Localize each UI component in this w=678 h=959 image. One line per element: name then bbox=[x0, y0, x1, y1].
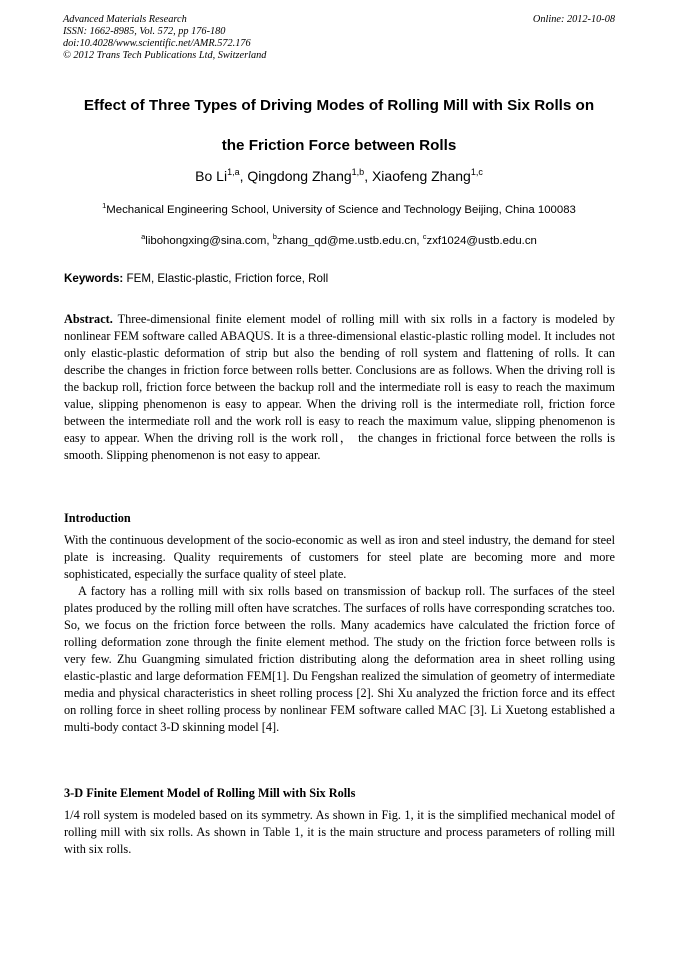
doi-line: doi:10.4028/www.scientific.net/AMR.572.176 bbox=[63, 38, 251, 49]
abstract bbox=[64, 311, 615, 464]
keywords-text: FEM, Elastic-plastic, Friction force, Roll bbox=[123, 272, 329, 285]
affiliation-text: Mechanical Engineering School, University of Science and Technology Beijing, China 100083 bbox=[106, 204, 576, 216]
keywords bbox=[64, 272, 616, 285]
fem-model-heading: 3-D Finite Element Model of Rolling Mill with Six Rolls bbox=[64, 786, 356, 800]
online-date: Online: 2012-10-08 bbox=[532, 14, 615, 25]
abstract-text: Three-dimensional finite element model of rolling mill with six rolls in a factory is modeled by nonlinear FEM software called ABAQUS. It is a three-dimensional elastic-plastic rolling model. It includes not only elastic-plastic deformation of strip but also the bending of roll system and flattening of rolls. It can describe the changes in friction force between rolls better. Conclusions are as follows. When the driving roll is the backup roll, friction force between the backup roll and the intermediate roll is easy to reach the maximum value, slipping phenomenon is easy to appear. When the driving roll is the intermediate roll, friction force between the intermediate roll and the work roll is easy to reach the maximum value, slipping phenomenon is easy to appear. When the driving roll is the work roll， the changes in frictional force between the rolls is smooth. Slipping phenomenon is not easy to appear. bbox=[64, 312, 615, 462]
paragraph-text: A factory has a rolling mill with six rolls based on transmission of backup roll. The surfaces of the steel plates produced by the rolling mill often have scratches. The surfaces of rolls have corresponding scratches too. So, we focus on the friction force between the rolls. Many academics have calculated the friction force of rolling deformation zone through the finite element method. The study on the friction force between rolls is very few. Zhu Guangming simulated friction distributing along the deformation area in sheet rolling using elastic-plastic and large deformation FEM[1]. Du Fengshan realized the simulation of geometry of intermediate media and physical characteristics in sheet rolling process [2]. Shi Xu analyzed the friction force and its effect on rolling force in sheet rolling process by nonlinear FEM software called MAC [3]. Li Xuetong established a multi-body contact 3-D skinning model [4]. bbox=[64, 584, 615, 734]
issn-line: ISSN: 1662-8985, Vol. 572, pp 176-180 bbox=[63, 26, 226, 37]
paper-title bbox=[40, 86, 638, 166]
affiliation-superscript: 1 bbox=[102, 201, 107, 210]
author-name: Qingdong Zhang bbox=[247, 168, 352, 184]
author-separator: , bbox=[364, 168, 372, 184]
journal-header bbox=[63, 14, 615, 62]
title-line-1: Effect of Three Types of Driving Modes of Rolling Mill with Six Rolls on bbox=[83, 97, 595, 114]
paragraph-text: 1/4 roll system is modeled based on its symmetry. As shown in Fig. 1, it is the simplified mechanical model of rolling mill with six rolls. As shown in Table 1, it is the main structure and process parameters of rolling mill with six rolls. bbox=[64, 808, 615, 856]
email-superscript: c bbox=[422, 232, 427, 241]
author-name: Xiaofeng Zhang bbox=[371, 168, 471, 184]
email-superscript: a bbox=[141, 232, 146, 241]
email-address: zxf1024@ustb.edu.cn bbox=[426, 235, 537, 247]
email-address: zhang_qd@me.ustb.edu.cn bbox=[276, 235, 417, 247]
author-separator: , bbox=[239, 168, 248, 184]
author-list bbox=[40, 168, 638, 184]
author-superscript: 1,b bbox=[351, 167, 365, 177]
journal-name: Advanced Materials Research bbox=[63, 14, 187, 25]
affiliation bbox=[40, 201, 638, 216]
email-address: libohongxing@sina.com bbox=[145, 235, 267, 247]
paragraph-text: With the continuous development of the socio-economic as well as iron and steel industry, the demand for steel plate is increasing. Quality requirements of customers for steel plate are becoming more and more sophisticated, especially the surface quality of steel plate. bbox=[64, 533, 615, 581]
author-superscript: 1,a bbox=[227, 167, 240, 177]
copyright-line: © 2012 Trans Tech Publications Ltd, Switzerland bbox=[63, 50, 267, 61]
keywords-label: Keywords: bbox=[64, 272, 124, 285]
abstract-label: Abstract. bbox=[64, 312, 113, 326]
title-line-2: the Friction Force between Rolls bbox=[221, 137, 457, 154]
email-separator: , bbox=[416, 235, 423, 247]
email-superscript: b bbox=[272, 232, 277, 241]
email-list bbox=[40, 232, 638, 247]
author-name: Bo Li bbox=[195, 168, 228, 184]
author-superscript: 1,c bbox=[470, 167, 483, 177]
introduction-paragraph-2 bbox=[64, 583, 615, 736]
fem-model-paragraph-1 bbox=[64, 807, 615, 858]
email-separator: , bbox=[266, 235, 273, 247]
introduction-heading: Introduction bbox=[64, 511, 131, 525]
introduction-paragraph-1 bbox=[64, 532, 615, 583]
